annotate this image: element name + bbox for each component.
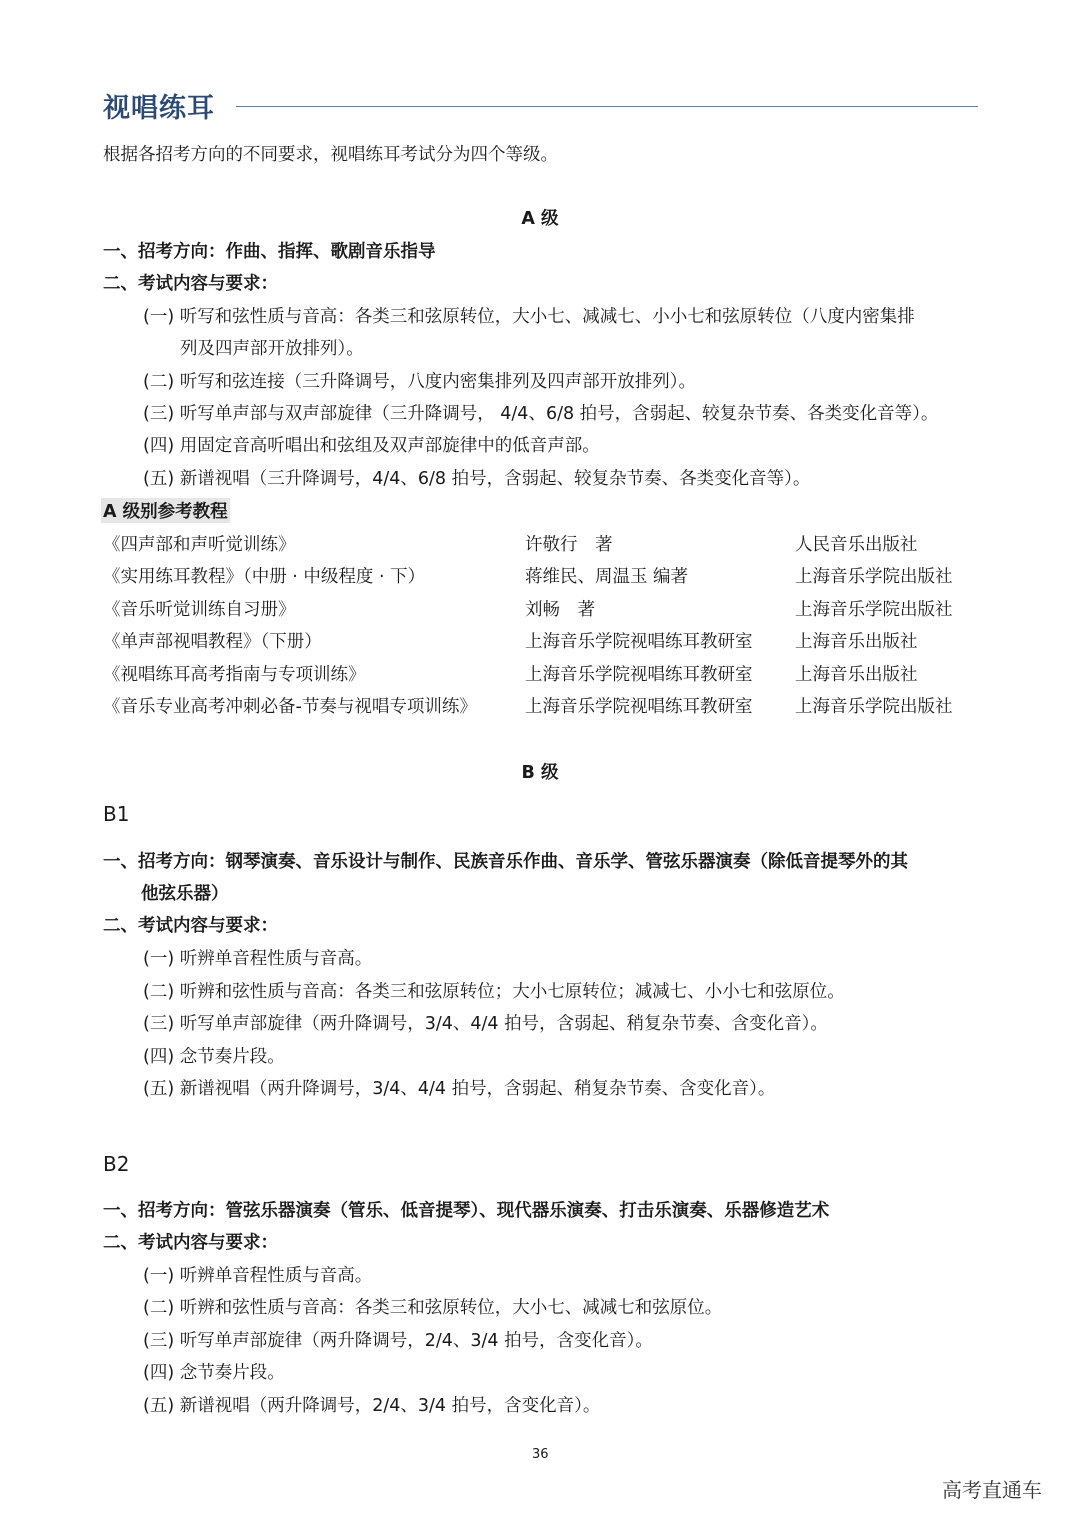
intro-text: 根据各招考方向的不同要求，视唱练耳考试分为四个等级。 (103, 145, 558, 165)
b2-item: (一) 听辨单音程性质与音高。 (143, 1266, 373, 1286)
title-divider (236, 106, 978, 107)
reference-book: 《音乐听觉训练自习册》 (103, 600, 296, 620)
reference-publisher: 上海音乐出版社 (795, 632, 918, 652)
b1-item: (四) 念节奏片段。 (143, 1047, 285, 1067)
section-a-item: (二) 听写和弦连接（三升降调号，八度内密集排列及四声部开放排列）。 (143, 372, 696, 392)
reference-publisher: 上海音乐出版社 (795, 665, 918, 685)
b2-item: (五) 新谱视唱（两升降调号，2/4、3/4 拍号，含变化音）。 (143, 1396, 601, 1416)
b2-heading: B2 (103, 1152, 130, 1176)
section-a-content-heading: 二、考试内容与要求： (103, 274, 278, 294)
b1-item: (三) 听写单声部旋律（两升降调号，3/4、4/4 拍号，含弱起、稍复杂节奏、含变化音）。 (143, 1014, 828, 1034)
section-a-direction: 一、招考方向：作曲、指挥、歌剧音乐指导 (103, 242, 436, 262)
watermark: 高考直通车 (942, 1478, 1042, 1502)
b1-item: (五) 新谱视唱（两升降调号，3/4、4/4 拍号，含弱起、稍复杂节奏、含变化音）。 (143, 1079, 776, 1099)
section-a-item: 列及四声部开放排列）。 (180, 339, 364, 359)
b2-item: (二) 听辨和弦性质与音高：各类三和弦原转位，大小七、减减七和弦原位。 (143, 1298, 723, 1318)
reference-publisher: 人民音乐出版社 (795, 535, 918, 555)
reference-author: 刘畅 著 (525, 600, 595, 620)
b1-content-heading: 二、考试内容与要求： (103, 916, 278, 936)
b1-item: (一) 听辨单音程性质与音高。 (143, 949, 373, 969)
section-a-item: (三) 听写单声部与双声部旋律（三升降调号， 4/4、6/8 拍号，含弱起、较复杂节奏、各类变化音等）。 (143, 404, 939, 424)
reference-author: 蒋维民、周温玉 编著 (525, 567, 689, 587)
reference-author: 上海音乐学院视唱练耳教研室 (525, 632, 753, 652)
reference-author: 许敬行 著 (525, 535, 613, 555)
b1-item: (二) 听辨和弦性质与音高：各类三和弦原转位；大小七原转位；减减七、小小七和弦原位。 (143, 982, 845, 1002)
page-number: 36 (532, 1447, 549, 1462)
b2-content-heading: 二、考试内容与要求： (103, 1233, 278, 1253)
reference-book: 《视唱练耳高考指南与专项训练》 (103, 665, 366, 685)
section-a-item: (四) 用固定音高听唱出和弦组及双声部旋律中的低音声部。 (143, 436, 600, 456)
b2-direction: 一、招考方向：管弦乐器演奏（管乐、低音提琴）、现代器乐演奏、打击乐演奏、乐器修造艺术 (103, 1201, 830, 1221)
reference-book: 《音乐专业高考冲刺必备-节奏与视唱专项训练》 (103, 697, 477, 717)
section-a-heading: A 级 (521, 209, 559, 229)
b1-direction: 一、招考方向：钢琴演奏、音乐设计与制作、民族音乐作曲、音乐学、管弦乐器演奏（除低音提琴外的其 (103, 852, 908, 872)
page-title: 视唱练耳 (103, 93, 215, 124)
reference-heading: A 级别参考教程 (101, 498, 230, 523)
reference-book: 《实用练耳教程》（中册 · 中级程度 · 下） (103, 567, 426, 587)
reference-author: 上海音乐学院视唱练耳教研室 (525, 697, 753, 717)
b1-heading: B1 (103, 802, 130, 826)
b2-item: (四) 念节奏片段。 (143, 1363, 285, 1383)
b2-item: (三) 听写单声部旋律（两升降调号，2/4、3/4 拍号，含变化音）。 (143, 1331, 653, 1351)
reference-publisher: 上海音乐学院出版社 (795, 567, 953, 587)
b1-direction-cont: 他弦乐器） (141, 884, 229, 904)
section-a-item: (五) 新谱视唱（三升降调号，4/4、6/8 拍号，含弱起、较复杂节奏、各类变化音等）。 (143, 469, 811, 489)
reference-publisher: 上海音乐学院出版社 (795, 600, 953, 620)
reference-book: 《四声部和声听觉训练》 (103, 535, 296, 555)
section-a-item: (一) 听写和弦性质与音高：各类三和弦原转位，大小七、减减七、小小七和弦原转位（八度内密集排 (143, 307, 915, 327)
reference-author: 上海音乐学院视唱练耳教研室 (525, 665, 753, 685)
section-b-heading: B 级 (521, 763, 559, 783)
reference-publisher: 上海音乐学院出版社 (795, 697, 953, 717)
reference-book: 《单声部视唱教程》（下册） (103, 632, 322, 652)
